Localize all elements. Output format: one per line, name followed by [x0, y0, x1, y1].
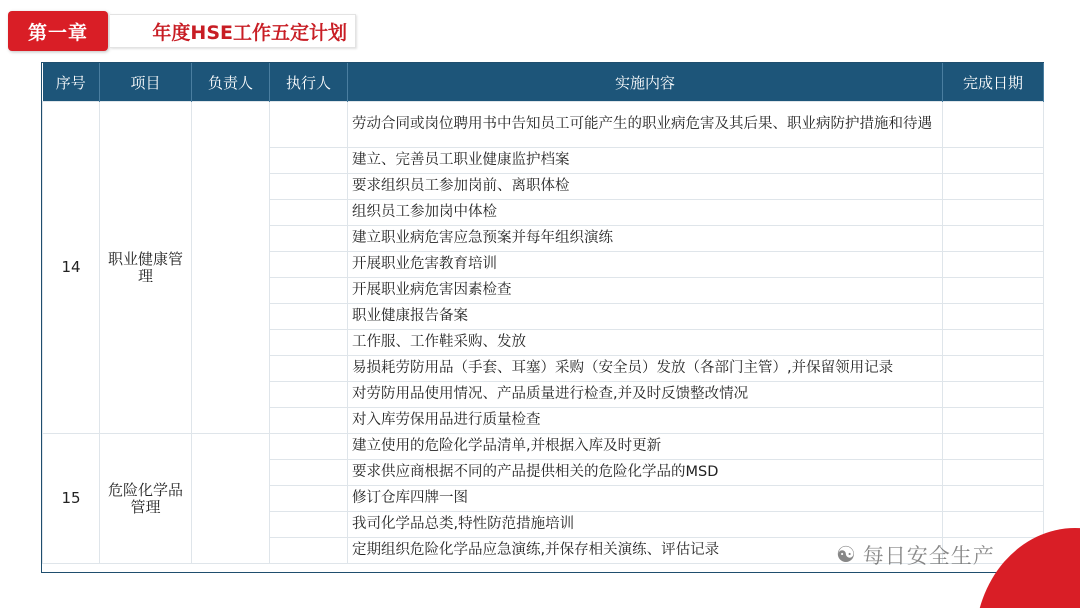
owner-cell: [192, 102, 270, 434]
content-cell: 建立、完善员工职业健康监护档案: [348, 148, 943, 174]
chapter-label: 第一章: [8, 11, 108, 51]
executor-cell: [270, 278, 348, 304]
date-cell: [943, 102, 1044, 148]
content-cell: 易损耗劳防用品（手套、耳塞）采购（安全员）发放（各部门主管）,并保留领用记录: [348, 356, 943, 382]
group-item: 危险化学品管理: [100, 434, 192, 564]
content-cell: 对劳防用品使用情况、产品质量进行检查,并及时反馈整改情况: [348, 382, 943, 408]
date-cell: [943, 460, 1044, 486]
date-cell: [943, 200, 1044, 226]
date-cell: [943, 434, 1044, 460]
group-number: 14: [43, 102, 100, 434]
content-cell: 修订仓库四牌一图: [348, 486, 943, 512]
executor-cell: [270, 174, 348, 200]
slide-header: [8, 11, 358, 51]
col-header-content: 实施内容: [348, 63, 943, 102]
executor-cell: [270, 304, 348, 330]
date-cell: [943, 304, 1044, 330]
col-header-item: 项目: [100, 63, 192, 102]
date-cell: [943, 382, 1044, 408]
content-cell: 职业健康报告备案: [348, 304, 943, 330]
content-cell: 工作服、工作鞋采购、发放: [348, 330, 943, 356]
plan-table: [42, 63, 1044, 564]
table-header-row: [43, 63, 1044, 102]
executor-cell: [270, 486, 348, 512]
executor-cell: [270, 460, 348, 486]
executor-cell: [270, 408, 348, 434]
date-cell: [943, 252, 1044, 278]
page-title: 年度HSE工作五定计划: [152, 21, 347, 44]
executor-cell: [270, 538, 348, 564]
content-cell: 开展职业危害教育培训: [348, 252, 943, 278]
content-cell: 要求组织员工参加岗前、离职体检: [348, 174, 943, 200]
table-row: [43, 102, 1044, 148]
content-cell: 劳动合同或岗位聘用书中告知员工可能产生的职业病危害及其后果、职业病防护措施和待遇: [348, 102, 943, 148]
date-cell: [943, 226, 1044, 252]
content-cell: 我司化学品总类,特性防范措施培训: [348, 512, 943, 538]
group-number: 15: [43, 434, 100, 564]
content-cell: 开展职业病危害因素检查: [348, 278, 943, 304]
executor-cell: [270, 330, 348, 356]
content-cell: 要求供应商根据不同的产品提供相关的危险化学品的MSD: [348, 460, 943, 486]
col-header-executor: 执行人: [270, 63, 348, 102]
group-item: 职业健康管理: [100, 102, 192, 434]
executor-cell: [270, 382, 348, 408]
date-cell: [943, 278, 1044, 304]
watermark: [836, 540, 995, 570]
executor-cell: [270, 252, 348, 278]
content-cell: 组织员工参加岗中体检: [348, 200, 943, 226]
content-cell: 建立使用的危险化学品清单,并根据入库及时更新: [348, 434, 943, 460]
content-cell: 定期组织危险化学品应急演练,并保存相关演练、评估记录: [348, 538, 943, 564]
date-cell: [943, 174, 1044, 200]
col-header-no: 序号: [43, 63, 100, 102]
executor-cell: [270, 148, 348, 174]
plan-table-container: [41, 62, 1044, 573]
executor-cell: [270, 512, 348, 538]
executor-cell: [270, 434, 348, 460]
col-header-date: 完成日期: [943, 63, 1044, 102]
date-cell: [943, 408, 1044, 434]
table-body: [43, 102, 1044, 564]
date-cell: [943, 148, 1044, 174]
executor-cell: [270, 200, 348, 226]
content-cell: 对入库劳保用品进行质量检查: [348, 408, 943, 434]
owner-cell: [192, 434, 270, 564]
watermark-text: 每日安全生产: [862, 544, 995, 568]
date-cell: [943, 330, 1044, 356]
date-cell: [943, 356, 1044, 382]
executor-cell: [270, 356, 348, 382]
wechat-icon: ☯: [836, 542, 857, 568]
table-row: [43, 434, 1044, 460]
executor-cell: [270, 226, 348, 252]
col-header-owner: 负责人: [192, 63, 270, 102]
content-cell: 建立职业病危害应急预案并每年组织演练: [348, 226, 943, 252]
title-box: [110, 14, 356, 48]
executor-cell: [270, 102, 348, 148]
